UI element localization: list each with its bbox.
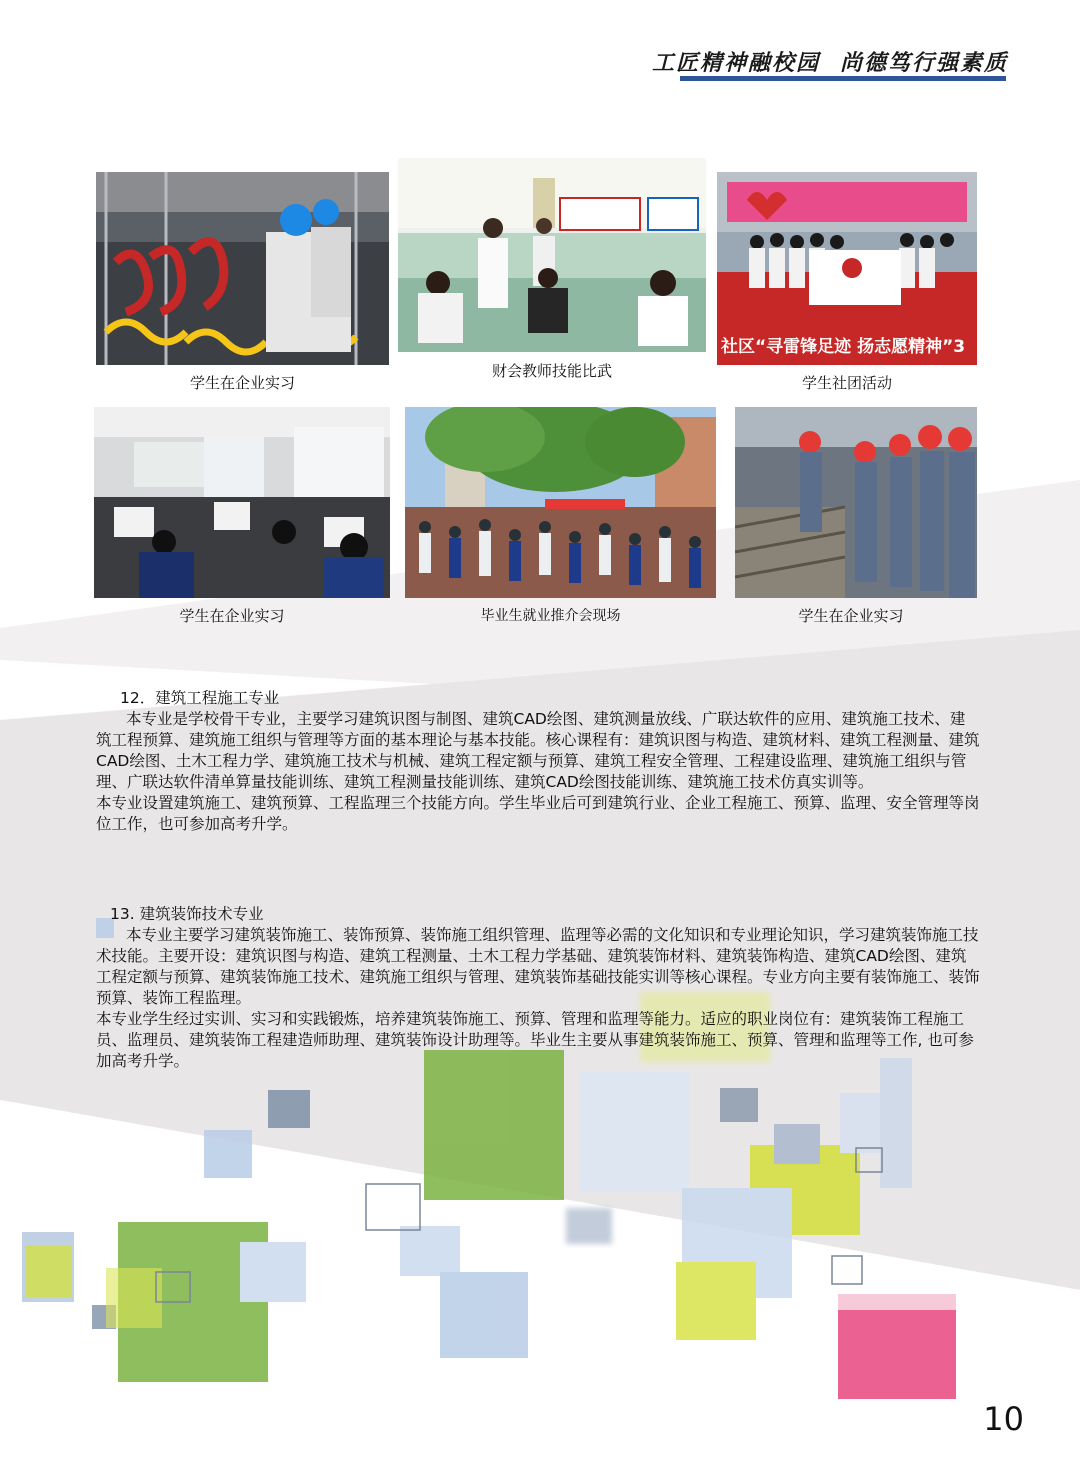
photo-enterprise-internship-1 — [96, 172, 389, 365]
section-13-paragraph-1: 本专业主要学习建筑装饰施工、装饰预算、装饰施工组织管理、监理等必需的文化知识和专业理论知识，学习建筑装饰施工技术技能。主要开设：建筑识图与构造、建筑工程测量、土木工程力学基础、建筑装饰材料、建筑装饰构造、建筑CAD绘图、建筑工程定额与预算、建筑装饰施工技术、建筑施工组织与管理、建筑装饰基础技能实训等核心课程。专业方向主要有装饰施工、装饰预算、装饰工程监理。 — [96, 926, 980, 1007]
page-number: 10 — [983, 1400, 1024, 1438]
club-banner-text: 社区“寻雷锋足迹 扬志愿精神”3 — [721, 337, 966, 357]
caption-photo-1: 学生在企业实习 — [189, 374, 295, 392]
header-rule — [680, 76, 1006, 81]
section-construction-engineering — [96, 688, 980, 835]
section-12-title: 12．建筑工程施工专业 — [120, 689, 280, 707]
caption-photo-4: 学生在企业实习 — [179, 607, 285, 625]
photo-teacher-competition — [398, 158, 706, 352]
photo-enterprise-internship-3 — [735, 407, 977, 598]
slogan-left: 工匠精神融校园 — [651, 50, 820, 76]
photo-club-activity — [717, 172, 977, 365]
caption-photo-3: 学生社团活动 — [801, 374, 892, 392]
section-decoration-technology — [96, 904, 980, 1072]
section-13-paragraph-2: 本专业学生经过实训、实习和实践锻炼，培养建筑装饰施工、预算、管理和监理等能力。适应的职业岗位有：建筑装饰工程施工员、监理员、建筑装饰工程建造师助理、建筑装饰设计助理等。毕业生主要从事建筑装饰施工、预算、管理和监理等工作, 也可参加高考升学。 — [96, 1010, 974, 1070]
section-13-title: 13. 建筑装饰技术专业 — [110, 905, 264, 923]
caption-photo-6: 学生在企业实习 — [798, 607, 904, 625]
caption-photo-2: 财会教师技能比武 — [491, 362, 612, 380]
slogan-right: 尚德笃行强素质 — [839, 50, 1008, 76]
section-12-paragraph-2: 本专业设置建筑施工、建筑预算、工程监理三个技能方向。学生毕业后可到建筑行业、企业工程施工、预算、监理、安全管理等岗位工作，也可参加高考升学。 — [96, 794, 980, 833]
photo-job-fair — [405, 407, 716, 598]
caption-photo-5: 毕业生就业推介会现场 — [480, 608, 621, 624]
header-slogan — [632, 46, 1008, 77]
section-12-paragraph-1: 本专业是学校骨干专业，主要学习建筑识图与制图、建筑CAD绘图、建筑测量放线、广联达软件的应用、建筑施工技术、建筑工程预算、建筑施工组织与管理等方面的基本理论与基本技能。核心课程有：建筑识图与构造、建筑材料、建筑工程测量、建筑CAD绘图、土木工程力学、建筑施工技术与机械、建筑工程定额与预算、建筑工程安全管理、工程建设监理、建筑施工组织与管理、广联达软件清单算量技能训练、建筑工程测量技能训练、建筑CAD绘图技能训练、建筑施工技术仿真实训等。 — [96, 710, 980, 791]
photo-enterprise-internship-2 — [94, 407, 390, 598]
